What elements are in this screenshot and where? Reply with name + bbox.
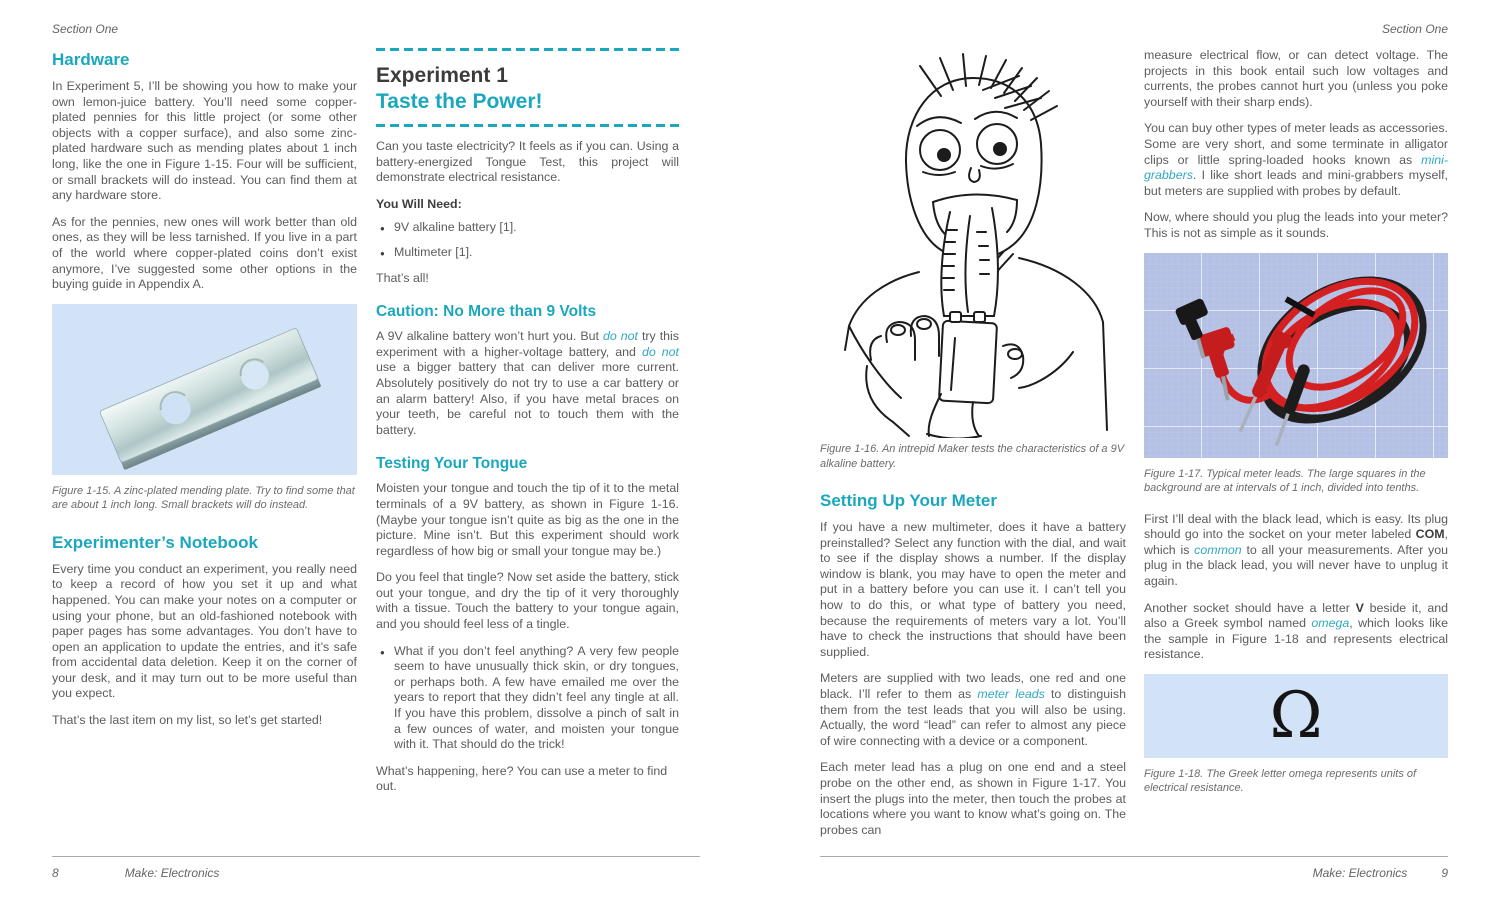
caution-paragraph: A 9V alkaline battery won’t hurt you. But do not try this experiment with a higher-voltage battery, and do not use a bigger battery that can deliver more current. Absolutely positively do not try to use a car battery or an alarm battery! Also, if you have metal braces on your teeth, be careful not to touch them with the battery. [376,329,680,437]
left-page-number: 8 [52,866,59,880]
thats-all-line: That’s all! [376,270,429,285]
right-column-2 [1144,48,1448,796]
meter-leads-photo [1144,253,1448,458]
tongue-paragraph-2: Do you feel that tingle? Now set aside the battery, stick out your tongue, and dry the tip of it very thoroughly with a tissue. Touch the battery to your tongue again, and you should feel less of a tingle. [376,570,679,632]
accessories-paragraph: You can buy other types of meter leads as accessories. Some are very short, and some terminate in alligator clips or little spring-loaded hooks known as mini-grabbers. I like short leads and mini-grabbers myself, but meters are supplied with probes by default. [1144,121,1448,198]
left-column-1 [52,46,357,740]
measure-paragraph: measure electrical flow, or can detect voltage. The projects in this book entail such low voltages and currents, the probes cannot hurt you (unless you poke yourself with their sharp ends). [1144,48,1448,109]
another-socket-paragraph: Another socket should have a letter V beside it, and also a Greek symbol named omega, which looks like the sample in Figure 1-18 and represents electrical resistance. [1144,600,1448,662]
setting-up-meter-heading: Setting Up Your Meter [820,491,997,510]
hardware-heading: Hardware [52,50,130,69]
now-where-paragraph: Now, where should you plug the leads into your meter? This is not as simple as it sounds. [1144,210,1448,240]
right-column-1 [820,50,1126,849]
experiment-number: Experiment 1 [376,64,508,87]
left-page-running-head: Section One [52,22,119,36]
testing-tongue-heading: Testing Your Tongue [376,455,528,473]
meter-paragraph-1: If you have a new multimeter, does it have a battery preinstalled? Select any function with the dial, and wait to see if the display shows a number. If the display window is blank, you may have to open the meter and put in a battery before you can use it. I can’t tell you how to do this, or what type of battery you need, because the requirements of meters vary a lot. You’ll have to check the instructions that should have been supplied. [820,520,1126,659]
figure-1-15-caption: Figure 1-15. A zinc-plated mending plate. Try to find some that are about 1 inch long. Small brackets will do instead. [52,484,355,512]
tongue-paragraph-3: What’s happening, here? You can use a meter to find out. [376,763,668,794]
right-page-footer [820,856,1448,880]
omega-symbol: Ω [1269,678,1323,753]
meter-paragraph-2: Meters are supplied with two leads, one red and one black. I’ll refer to them as meter leads to distinguish them from the test leads that you will also be using. Actually, the word “lead” can refer to almost any piece of wire connecting with a device or a component. [820,671,1127,748]
figure-1-17 [1144,253,1448,458]
mending-plate-illustration [52,304,357,475]
figure-1-16-caption: Figure 1-16. An intrepid Maker tests the characteristics of a 9V alkaline battery. [820,443,1125,470]
left-page-footer [52,856,700,880]
figure-1-18-caption: Figure 1-18. The Greek letter omega represents units of electrical resistance. [1144,767,1417,795]
tongue-bullet-paragraph: ● What if you don’t feel anything? A very few people seem to have unusually thick skin, or dry tongues, or perhaps both. A few have emailed me over the years to report that they didn’t feel any tingle at all. If you have this problem, dissolve a pinch of salt in a few ounces of water, and moisten your tongue with it. That should do the trick! [376,644,679,753]
caution-heading: Caution: No More than 9 Volts [376,303,597,321]
black-lead-paragraph: First I’ll deal with the black lead, which is easy. Its plug should go into the socket on your meter labeled COM, which is common to all your measurements. After you plug in the black lead, you will never have to unplug it again. [1144,511,1448,588]
experiment-intro: Can you taste electricity? It feels as if you can. Using a battery-energized Tongue Test, this project will demonstrate electrical resistance. [376,139,679,185]
figure-1-15 [52,304,357,475]
experiment-bottom-rule [376,124,679,127]
tongue-paragraph-1: Moisten your tongue and touch the tip of it to the metal terminals of a 9V battery, as shown in Figure 1-16. (Maybe your tongue isn’t quite as big as the one in the picture. Mine isn’t. But this experiment should work regardless of how big or small your tongue may be.) [376,481,679,558]
supplies-list [380,220,679,260]
left-column-2 [376,48,679,806]
notebook-paragraph-1: Every time you conduct an experiment, you really need to keep a record of how you set it up and what happened. You can make your notes on a computer or using your phone, but an old-fashioned notebook with paper pages has some advantages. You don’t have to open an application to update the entries, and it’s safe from accidental data deletion. Keep it on the corner of your desk, and it may turn out to be more useful than you expect. [52,561,357,701]
figure-1-18 [1144,674,1448,758]
hardware-paragraph-1: In Experiment 5, I’ll be showing you how to make your own lemon-juice battery. You’ll need some copper-plated pennies for this little project (or some other objects with a copper surface), and also some zinc-plated hardware such as mending plates about 1 inch long, like the one in Figure 1-15. Four will be sufficient, or small brackets will do instead. You can find them at any hardware store. [52,79,357,203]
you-will-need-label: You Will Need: [376,196,462,211]
notebook-heading: Experimenter’s Notebook [52,532,258,552]
notebook-paragraph-2: That’s the last item on my list, so let’s get started! [52,713,323,728]
experiment-title: Taste the Power! [376,90,543,113]
right-page-running-head: Section One [1381,22,1448,36]
supply-item: ● 9V alkaline battery [1]. [380,220,679,236]
supply-item: ● Multimeter [1]. [380,245,679,261]
meter-paragraph-3: Each meter lead has a plug on one end and a steel probe on the other end, as shown in Figure 1-17. You insert the plugs into the meter, then touch the probes at locations where you want to know what’s going on. The probes can [820,760,1126,837]
right-book-title: Make: Electronics [1312,866,1408,880]
tongue-test-illustration [823,50,1123,438]
figure-1-17-caption: Figure 1-17. Typical meter leads. The large squares in the background are at intervals of 1 inch, divided into tenths. [1144,467,1426,495]
hardware-paragraph-2: As for the pennies, new ones will work better than old ones, as they will be less tarnished. If you live in a part of the world where copper-plated coins don’t exist anymore, I’ve suggested some other options in the buying guide in Appendix A. [52,214,357,292]
experiment-top-rule [376,48,679,51]
left-book-title: Make: Electronics [124,866,220,880]
right-page-number: 9 [1441,866,1448,880]
figure-1-16 [823,50,1123,438]
